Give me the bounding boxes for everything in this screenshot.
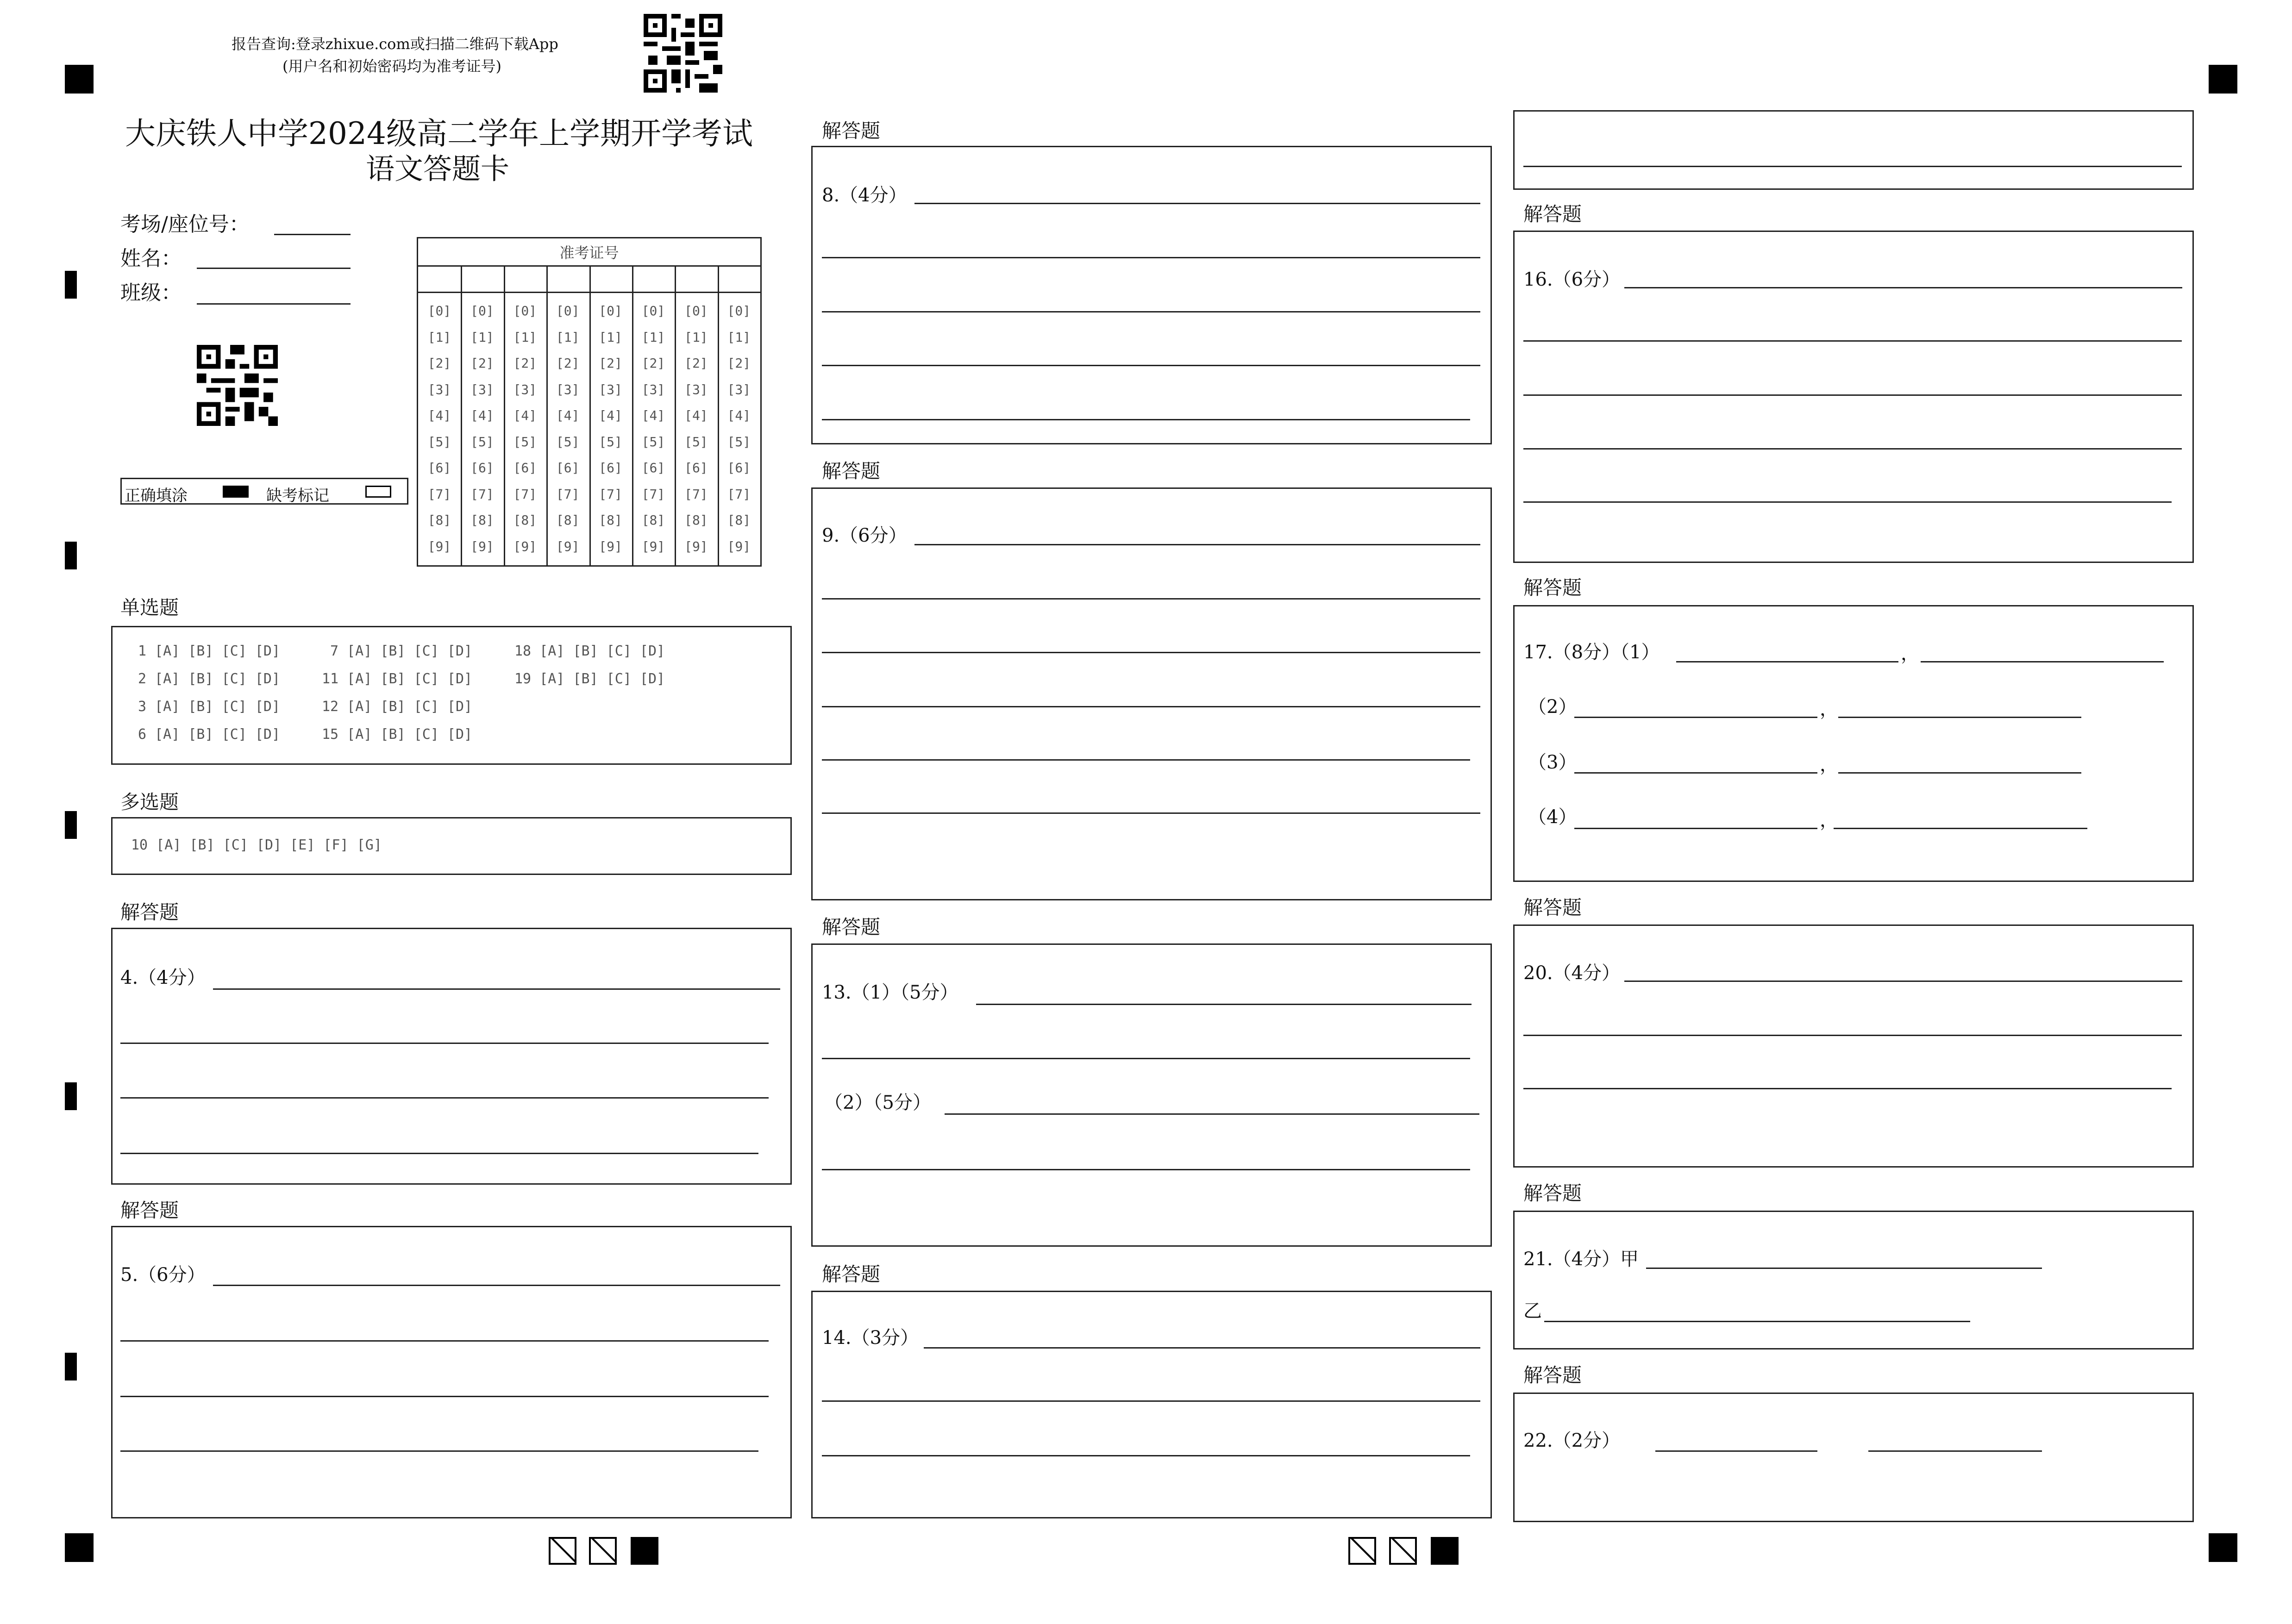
admission-digit-bubble[interactable]: [3] (684, 381, 708, 397)
q17-part2-label: （2） (1528, 696, 1577, 718)
q5-answer-box (111, 1226, 792, 1518)
q21-blank[interactable] (1646, 1268, 2042, 1269)
q17-blank[interactable] (1921, 661, 2164, 662)
admission-digit-bubble[interactable]: [8] (513, 512, 537, 528)
admission-digit-bubble[interactable]: [5] (641, 434, 665, 450)
q17-blank[interactable] (1838, 772, 2081, 774)
admission-digit-bubble[interactable]: [5] (470, 434, 494, 450)
admission-digit-bubble[interactable]: [3] (470, 381, 494, 397)
admission-digit-input[interactable] (546, 266, 589, 292)
q12-options[interactable]: 12 [A] [B] [C] [D] (322, 699, 473, 715)
admission-digit-bubble[interactable]: [2] (684, 356, 708, 371)
admission-digit-bubble[interactable]: [1] (513, 329, 537, 345)
admission-digit-bubble[interactable]: [7] (599, 486, 622, 502)
q15-options[interactable]: 15 [A] [B] [C] [D] (322, 726, 473, 743)
admission-digit-bubble[interactable]: [3] (556, 381, 580, 397)
q20-line[interactable] (1523, 1035, 2182, 1036)
q17-blank[interactable] (1838, 717, 2081, 718)
fill-legend-label: 正确填涂 (125, 487, 188, 505)
answer-section-title: 解答题 (120, 901, 179, 924)
admission-digit-bubble[interactable]: [8] (470, 512, 494, 528)
admission-digit-bubble[interactable]: [2] (556, 356, 580, 371)
q17-blank[interactable] (1574, 828, 1817, 829)
admission-digit-bubble[interactable]: [6] (513, 460, 537, 475)
q1-options[interactable]: 1 [A] [B] [C] [D] (138, 643, 281, 659)
admission-digit-bubble[interactable]: [5] (513, 434, 537, 450)
admission-digit-bubble[interactable]: [0] (684, 303, 708, 319)
answer-section-title: 解答题 (822, 916, 881, 938)
q17-label: 17.（8分）（1） (1523, 642, 1660, 663)
q9-line[interactable] (822, 598, 1480, 600)
q2-options[interactable]: 2 [A] [B] [C] [D] (138, 671, 281, 687)
q4-line[interactable] (120, 1153, 758, 1154)
continuation-box (1513, 110, 2194, 190)
fill-legend (120, 478, 408, 505)
q16-label: 16.（6分） (1523, 269, 1621, 290)
admission-digit-bubble[interactable]: [3] (641, 381, 665, 397)
answer-section-title: 解答题 (1523, 1182, 1582, 1205)
q16-line[interactable] (1523, 501, 2172, 503)
filled-box-mark (631, 1537, 658, 1565)
admission-digit-bubble[interactable]: [6] (470, 460, 494, 475)
q3-options[interactable]: 3 [A] [B] [C] [D] (138, 699, 281, 715)
q17-part4-label: （4） (1528, 806, 1577, 828)
q9-answer-box (811, 487, 1492, 900)
class-field[interactable] (197, 303, 351, 305)
admission-number-grid (417, 237, 762, 567)
q17-part3-label: （3） (1528, 752, 1577, 773)
admission-digit-bubble[interactable]: [9] (513, 538, 537, 554)
qr-code-student (197, 345, 278, 426)
admission-digit-bubble[interactable]: [6] (556, 460, 580, 475)
seat-label: 考场/座位号： (120, 212, 250, 236)
answer-section-title: 解答题 (1523, 576, 1582, 599)
single-choice-title: 单选题 (120, 596, 179, 619)
q17-blank[interactable] (1834, 828, 2087, 829)
q7-options[interactable]: 7 [A] [B] [C] [D] (330, 643, 473, 659)
admission-digit-bubble[interactable]: [9] (684, 538, 708, 554)
q9-line[interactable] (914, 544, 1480, 545)
admission-digit-bubble[interactable]: [7] (513, 486, 537, 502)
q16-line[interactable] (1523, 448, 2182, 450)
q9-line[interactable] (822, 652, 1480, 653)
q16-line[interactable] (1624, 287, 2182, 288)
admission-digit-bubble[interactable]: [7] (641, 486, 665, 502)
q21-part-b-label: 乙 (1523, 1300, 1542, 1322)
admission-digit-bubble[interactable]: [0] (470, 303, 494, 319)
side-mark (65, 271, 77, 299)
admission-digit-bubble[interactable]: [5] (727, 434, 751, 450)
q22-label: 22.（2分） (1523, 1430, 1621, 1451)
q8-label: 8.（4分） (822, 185, 907, 206)
admission-digit-bubble[interactable]: [8] (641, 512, 665, 528)
admission-digit-bubble[interactable]: [8] (684, 512, 708, 528)
answer-section-title: 解答题 (1523, 1364, 1582, 1387)
q10-options[interactable]: 10 [A] [B] [C] [D] [E] [F] [G] (131, 837, 382, 853)
admission-digit-bubble[interactable]: [4] (470, 408, 494, 423)
admission-digit-bubble[interactable]: [7] (470, 486, 494, 502)
q8-line[interactable] (914, 203, 1480, 204)
report-line-1: 报告查询:登录zhixue.com或扫描二维码下载App (232, 35, 558, 53)
corner-mark-br (2209, 1533, 2237, 1562)
admission-digit-bubble[interactable]: [2] (599, 356, 622, 371)
q20-label: 20.（4分） (1523, 962, 1621, 984)
admission-digit-bubble[interactable]: [9] (727, 538, 751, 554)
admission-digit-bubble[interactable]: [2] (641, 356, 665, 371)
answer-section-title: 解答题 (120, 1199, 179, 1222)
admission-digit-bubble[interactable]: [1] (684, 329, 708, 345)
q17-comma: ， (1820, 810, 1838, 831)
filled-box-icon (223, 486, 249, 498)
answer-section-title: 解答题 (1523, 896, 1582, 919)
q14-line[interactable] (924, 1347, 1480, 1349)
admission-digit-input[interactable] (675, 266, 717, 292)
answer-section-title: 解答题 (822, 460, 881, 482)
admission-digit-bubble[interactable]: [4] (556, 408, 580, 423)
q5-line[interactable] (120, 1340, 769, 1342)
q13-line[interactable] (976, 1004, 1472, 1005)
q19-options[interactable]: 19 [A] [B] [C] [D] (514, 671, 665, 687)
corner-mark-bl (65, 1533, 94, 1562)
q8-line[interactable] (822, 419, 1470, 420)
admission-digit-bubble[interactable]: [4] (641, 408, 665, 423)
q13-line[interactable] (822, 1058, 1470, 1059)
admission-digit-bubble[interactable]: [9] (556, 538, 580, 554)
admission-digit-input[interactable] (718, 266, 760, 292)
admission-digit-bubble[interactable]: [6] (641, 460, 665, 475)
admission-digit-bubble[interactable]: [4] (599, 408, 622, 423)
crossed-box-icon (1348, 1537, 1376, 1565)
q20-line[interactable] (1624, 981, 2182, 982)
admission-digit-bubble[interactable]: [8] (427, 512, 451, 528)
q17-comma: ， (1901, 643, 1919, 664)
admission-digit-bubble[interactable]: [0] (599, 303, 622, 319)
answer-section-title: 解答题 (822, 1263, 881, 1286)
qr-code-top (644, 14, 722, 93)
q13-part2-label: （2）（5分） (824, 1092, 931, 1113)
q13-part1-label: 13.（1）（5分） (822, 982, 958, 1003)
admission-digit-bubble[interactable]: [8] (727, 512, 751, 528)
admission-digit-bubble[interactable]: [1] (427, 329, 451, 345)
single-choice-box (111, 626, 792, 765)
side-mark (65, 1353, 77, 1380)
admission-digit-bubble[interactable]: [1] (727, 329, 751, 345)
admission-digit-bubble[interactable]: [9] (427, 538, 451, 554)
admission-digit-bubble[interactable]: [3] (427, 381, 451, 397)
admission-digit-bubble[interactable]: [1] (556, 329, 580, 345)
q17-blank[interactable] (1574, 772, 1817, 774)
q4-answer-box (111, 928, 792, 1185)
admission-digit-bubble[interactable]: [1] (470, 329, 494, 345)
admission-digit-bubble[interactable]: [2] (470, 356, 494, 371)
q9-line[interactable] (822, 759, 1470, 761)
admission-digit-bubble[interactable]: [6] (684, 460, 708, 475)
admission-digit-bubble[interactable]: [7] (727, 486, 751, 502)
q14-label: 14.（3分） (822, 1327, 919, 1349)
q17-comma: ， (1820, 754, 1838, 775)
q8-line[interactable] (822, 311, 1480, 312)
q8-line[interactable] (822, 365, 1480, 366)
admission-digit-input[interactable] (461, 266, 503, 292)
q5-line[interactable] (120, 1450, 758, 1452)
admission-digit-bubble[interactable]: [7] (427, 486, 451, 502)
q4-line[interactable] (120, 1043, 769, 1044)
admission-digit-bubble[interactable]: [0] (513, 303, 537, 319)
admission-digit-bubble[interactable]: [4] (513, 408, 537, 423)
title-line-2: 语文答题卡 (366, 152, 510, 186)
answer-section-title: 解答题 (822, 119, 881, 142)
corner-mark-tl (65, 65, 94, 94)
q4-line[interactable] (120, 1097, 769, 1099)
multi-choice-box (111, 817, 792, 875)
q22-answer-box (1513, 1393, 2194, 1522)
q6-options[interactable]: 6 [A] [B] [C] [D] (138, 726, 281, 743)
q14-line[interactable] (822, 1455, 1470, 1456)
admission-digit-bubble[interactable]: [2] (427, 356, 451, 371)
admission-digit-bubble[interactable]: [6] (727, 460, 751, 475)
q21-part-a-label: 21.（4分）甲 (1523, 1249, 1639, 1270)
report-line-2: (用户名和初始密码均为准考证号) (282, 57, 501, 75)
absent-box-icon[interactable] (365, 486, 391, 498)
q21-blank[interactable] (1544, 1321, 1970, 1322)
q9-label: 9.（6分） (822, 525, 907, 546)
admission-digit-bubble[interactable]: [0] (641, 303, 665, 319)
admission-digit-bubble[interactable]: [6] (599, 460, 622, 475)
q17-blank[interactable] (1676, 661, 1898, 662)
admission-digit-input[interactable] (418, 266, 461, 292)
admission-digit-bubble[interactable]: [1] (641, 329, 665, 345)
admission-digit-bubble[interactable]: [4] (727, 408, 751, 423)
q11-options[interactable]: 11 [A] [B] [C] [D] (322, 671, 473, 687)
crossed-box-icon (1389, 1537, 1417, 1565)
admission-digit-bubble[interactable]: [3] (513, 381, 537, 397)
corner-mark-tr (2209, 65, 2237, 94)
crossed-box-icon (589, 1537, 617, 1565)
q5-label: 5.（6分） (120, 1264, 206, 1286)
side-mark (65, 1082, 77, 1110)
crossed-box-icon (549, 1537, 576, 1565)
filled-box-mark (1431, 1537, 1459, 1565)
q8-line[interactable] (822, 257, 1480, 258)
title-line-1: 大庆铁人中学2024级高二学年上学期开学考试 (125, 116, 753, 151)
absent-legend-label: 缺考标记 (266, 487, 329, 505)
admission-digit-bubble[interactable]: [5] (599, 434, 622, 450)
q5-line[interactable] (213, 1285, 780, 1286)
admission-digit-bubble[interactable]: [4] (684, 408, 708, 423)
admission-digit-input[interactable] (504, 266, 546, 292)
admission-label: 准考证号 (559, 244, 619, 262)
admission-digit-bubble[interactable]: [0] (727, 303, 751, 319)
name-label: 姓名： (120, 247, 182, 270)
multi-choice-title: 多选题 (120, 791, 179, 813)
q22-blank[interactable] (1868, 1450, 2042, 1452)
q8-answer-box (811, 146, 1492, 444)
q4-label: 4.（4分） (120, 967, 206, 988)
q14-line[interactable] (822, 1400, 1480, 1402)
admission-digit-bubble[interactable]: [9] (599, 538, 622, 554)
q4-line[interactable] (213, 988, 780, 990)
q5-line[interactable] (120, 1396, 769, 1397)
q9-line[interactable] (822, 706, 1480, 707)
seat-field[interactable] (274, 234, 351, 235)
admission-digit-bubble[interactable]: [0] (427, 303, 451, 319)
admission-digit-bubble[interactable]: [2] (513, 356, 537, 371)
admission-digit-bubble[interactable]: [8] (556, 512, 580, 528)
admission-digit-input[interactable] (589, 266, 632, 292)
q17-comma: ， (1820, 699, 1838, 720)
admission-digit-bubble[interactable]: [6] (427, 460, 451, 475)
class-label: 班级： (120, 281, 182, 305)
admission-digit-bubble[interactable]: [5] (684, 434, 708, 450)
q13-line[interactable] (822, 1169, 1470, 1170)
q18-options[interactable]: 18 [A] [B] [C] [D] (514, 643, 665, 659)
q16-line[interactable] (1523, 394, 2182, 396)
q20-line[interactable] (1523, 1088, 2172, 1089)
side-mark (65, 542, 77, 569)
admission-digit-bubble[interactable]: [8] (599, 512, 622, 528)
admission-digit-bubble[interactable]: [9] (641, 538, 665, 554)
q21-answer-box (1513, 1211, 2194, 1349)
name-field[interactable] (197, 268, 351, 269)
admission-digit-bubble[interactable]: [5] (556, 434, 580, 450)
admission-digit-bubble[interactable]: [0] (556, 303, 580, 319)
admission-digit-bubble[interactable]: [7] (556, 486, 580, 502)
q22-blank[interactable] (1655, 1450, 1817, 1452)
admission-digit-bubble[interactable]: [7] (684, 486, 708, 502)
side-mark (65, 811, 77, 839)
admission-digit-bubble[interactable]: [3] (599, 381, 622, 397)
q13-line[interactable] (945, 1113, 1479, 1115)
admission-digit-bubble[interactable]: [3] (727, 381, 751, 397)
admission-digit-input[interactable] (632, 266, 675, 292)
admission-digit-bubble[interactable]: [4] (427, 408, 451, 423)
q16-line[interactable] (1523, 340, 2182, 342)
admission-digit-bubble[interactable]: [1] (599, 329, 622, 345)
admission-digit-bubble[interactable]: [5] (427, 434, 451, 450)
continuation-line[interactable] (1523, 166, 2182, 167)
admission-digit-bubble[interactable]: [2] (727, 356, 751, 371)
q9-line[interactable] (822, 812, 1480, 814)
answer-section-title: 解答题 (1523, 203, 1582, 225)
q17-blank[interactable] (1574, 717, 1817, 718)
admission-digit-bubble[interactable]: [9] (470, 538, 494, 554)
